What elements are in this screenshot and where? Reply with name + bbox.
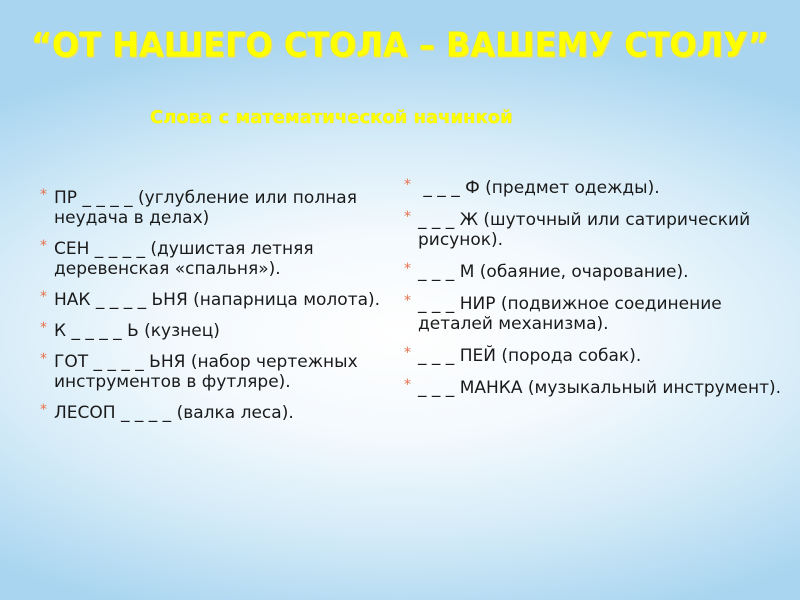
- list-item-text: _ _ _ НИР (подвижное соединение деталей механизма).: [418, 294, 722, 334]
- list-item-text: ПР _ _ _ _ (углубление или полная неудача в делах): [54, 188, 357, 228]
- bullet-icon: *: [40, 320, 47, 336]
- bullet-icon: *: [404, 345, 411, 361]
- right-word-list: [402, 178, 782, 410]
- list-item: [402, 346, 782, 366]
- list-item: [38, 290, 388, 310]
- list-item-text: ГОТ _ _ _ _ ЬНЯ (набор чертежных инструментов в футляре).: [54, 352, 358, 392]
- list-item: [402, 178, 782, 198]
- bullet-icon: *: [40, 289, 47, 305]
- list-item: [38, 188, 388, 228]
- list-item-text: _ _ _ ПЕЙ (порода собак).: [418, 346, 642, 366]
- list-item-text: ЛЕСОП _ _ _ _ (валка леса).: [54, 403, 294, 423]
- list-item-text: _ _ _ М (обаяние, очарование).: [418, 262, 689, 282]
- bullet-icon: *: [40, 238, 47, 254]
- list-item: [402, 294, 782, 334]
- list-item: [38, 239, 388, 279]
- list-item-text: _ _ _ Ж (шуточный или сатирический рисунок).: [418, 210, 751, 250]
- bullet-icon: *: [404, 293, 411, 309]
- bullet-icon: *: [404, 177, 411, 193]
- list-item-text: К _ _ _ _ Ь (кузнец): [54, 321, 220, 341]
- list-item: [402, 210, 782, 250]
- bullet-icon: *: [40, 351, 47, 367]
- bullet-icon: *: [40, 187, 47, 203]
- list-item-text: СЕН _ _ _ _ (душистая летняя деревенская «спальня»).: [54, 239, 314, 279]
- list-item-text: НАК _ _ _ _ ЬНЯ (напарница молота).: [54, 290, 381, 310]
- slide-title: “ОТ НАШЕГО СТОЛА – ВАШЕМУ СТОЛУ”: [30, 25, 769, 65]
- left-word-list: [38, 188, 388, 434]
- list-item: [38, 321, 388, 341]
- list-item: [38, 403, 388, 423]
- bullet-icon: *: [40, 402, 47, 418]
- slide-subtitle: Слова с математической начинкой: [150, 107, 513, 128]
- list-item: [402, 262, 782, 282]
- bullet-icon: *: [404, 377, 411, 393]
- list-item-text: _ _ _ Ф (предмет одежды).: [418, 178, 660, 198]
- list-item: [402, 378, 782, 398]
- bullet-icon: *: [404, 209, 411, 225]
- list-item: [38, 352, 388, 392]
- list-item-text: _ _ _ МАНКА (музыкальный инструмент).: [418, 378, 782, 398]
- bullet-icon: *: [404, 261, 411, 277]
